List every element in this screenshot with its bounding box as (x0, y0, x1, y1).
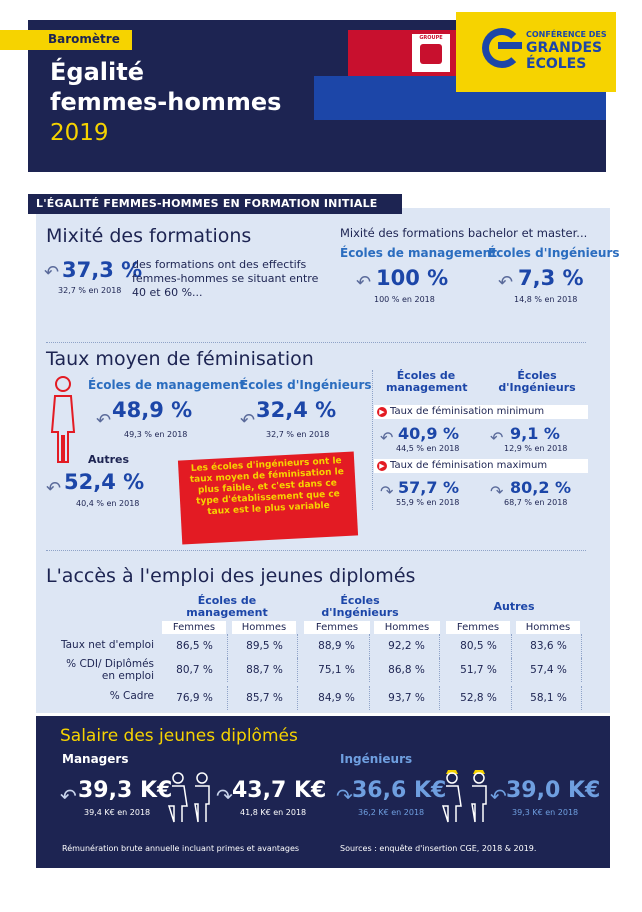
trend-arrow-icon: ↶ (96, 410, 112, 431)
mixite-ing-heading: Écoles d'Ingénieurs (488, 246, 620, 260)
table-cell: 76,9 % (162, 686, 228, 710)
trend-arrow-icon: ↶ (240, 410, 256, 431)
divider (372, 370, 373, 510)
table-cell: 80,5 % (446, 634, 512, 658)
table-cell: 75,1 % (304, 658, 370, 682)
page-title-line1: Égalité (50, 58, 144, 86)
table-row-label: % Cadre (109, 690, 154, 702)
trend-arrow-icon: ↷ (490, 482, 504, 501)
callout-box (178, 451, 358, 544)
table-group-header: Écoles d'Ingénieurs (321, 594, 399, 619)
table-cell: 86,5 % (162, 634, 228, 658)
table-cell: 86,8 % (374, 658, 440, 682)
feminisation-autres-value: 52,4 % (64, 470, 145, 494)
partner-logo-label: GROUPE (419, 35, 443, 41)
min-rate-mgmt-2018: 44,5 % en 2018 (396, 444, 460, 453)
woman-figure-icon (44, 374, 82, 466)
cge-logo-line1: CONFÉRENCE DES (526, 30, 607, 39)
mixite-mgmt-2018: 100 % en 2018 (374, 295, 435, 304)
table-cell: 93,7 % (374, 686, 440, 710)
emploi-title: L'accès à l'emploi des jeunes diplomés (46, 565, 416, 587)
feminisation-mgmt-value: 48,9 % (112, 398, 193, 422)
trend-arrow-icon: ↷ (380, 482, 394, 501)
cge-logo-line3: ÉCOLES (526, 56, 587, 72)
min-rate-ing-2018: 12,9 % en 2018 (504, 444, 568, 453)
table-group-header: Écoles de management (186, 594, 268, 619)
table-cell: 89,5 % (232, 634, 298, 658)
min-rate-label: Taux de féminisation minimum (390, 406, 545, 417)
section-banner-title: L'ÉGALITÉ FEMMES-HOMMES EN FORMATION INITIALE (36, 197, 378, 210)
trend-arrow-icon: ↷ (216, 784, 233, 808)
mixite-mgmt-heading: Écoles de management (340, 246, 497, 260)
partner-logo-mark (420, 44, 442, 64)
engineer-figures-icon (440, 768, 492, 824)
table-subheader: Femmes (446, 621, 510, 634)
table-cell: 88,9 % (304, 634, 370, 658)
range-ing-heading: Écoles d'Ingénieurs (498, 369, 576, 394)
mixite-stat-2018: 32,7 % en 2018 (58, 286, 122, 295)
min-rate-label-bar (374, 405, 588, 419)
salary-engineers-women-value: 36,6 K€ (352, 778, 447, 803)
table-cell: 51,7 % (446, 658, 512, 682)
salary-managers-women-value: 39,3 K€ (78, 778, 173, 803)
salary-title: Salaire des jeunes diplômés (60, 726, 298, 746)
table-cell: 85,7 % (232, 686, 298, 710)
range-mgmt-heading: Écoles de management (386, 369, 468, 394)
salary-managers-women-2018: 39,4 K€ en 2018 (84, 808, 151, 817)
mixite-title: Mixité des formations (46, 225, 252, 247)
trend-arrow-icon: ↶ (356, 272, 372, 293)
feminisation-ing-value: 32,4 % (256, 398, 337, 422)
partner-logo (412, 34, 450, 72)
table-cell: 52,8 % (446, 686, 512, 710)
min-rate-ing-value: 9,1 % (510, 424, 560, 443)
max-rate-mgmt-value: 57,7 % (398, 478, 460, 497)
trend-arrow-icon: ↶ (498, 272, 514, 293)
trend-arrow-icon: ↶ (490, 784, 507, 808)
max-rate-label-bar (374, 459, 588, 473)
table-row-label: Taux net d'emploi (60, 639, 154, 651)
salary-engineers-heading: Ingénieurs (340, 752, 413, 766)
table-subheader: Femmes (162, 621, 226, 634)
max-rate-ing-2018: 68,7 % en 2018 (504, 498, 568, 507)
trend-arrow-icon: ↶ (60, 784, 77, 808)
mixite-ing-2018: 14,8 % en 2018 (514, 295, 578, 304)
trend-arrow-icon: ↷ (336, 784, 353, 808)
max-rate-ing-value: 80,2 % (510, 478, 572, 497)
divider (46, 550, 586, 551)
trend-arrow-icon: ↶ (380, 428, 394, 447)
table-cell: 57,4 % (516, 658, 582, 682)
cge-logo-line2: GRANDES (526, 40, 603, 56)
callout-text: Les écoles d'ingénieurs ont le taux moyen de féminisation le plus faible, et c'est dans ce type d'établissement que ce taux est le plus variable (189, 456, 345, 518)
table-row-label: % CDI/ Diplômés en emploi (66, 658, 154, 682)
feminisation-mgmt-heading: Écoles de management (88, 378, 245, 392)
table-cell: 83,6 % (516, 634, 582, 658)
salary-managers-men-value: 43,7 K€ (232, 778, 327, 803)
mixite-mgmt-value: 100 % (376, 266, 449, 290)
table-subheader: Femmes (304, 621, 370, 634)
feminisation-autres-2018: 40,4 % en 2018 (76, 499, 140, 508)
table-cell: 80,7 % (162, 658, 228, 682)
mixite-subtitle: Mixité des formations bachelor et master... (340, 226, 588, 240)
woman-man-figures-icon (166, 772, 214, 824)
max-rate-mgmt-2018: 55,9 % en 2018 (396, 498, 460, 507)
mixite-ing-value: 7,3 % (518, 266, 584, 290)
salary-engineers-women-2018: 36,2 K€ en 2018 (358, 808, 425, 817)
play-bullet-icon: ▶ (377, 407, 387, 417)
table-subheader: Hommes (232, 621, 296, 634)
sources-note: Sources : enquête d'insertion CGE, 2018 & 2019. (340, 844, 537, 853)
barometre-label: Baromètre (48, 32, 120, 46)
feminisation-ing-2018: 32,7 % en 2018 (266, 430, 330, 439)
table-cell: 58,1 % (516, 686, 582, 710)
max-rate-label: Taux de féminisation maximum (390, 460, 548, 471)
salary-engineers-men-value: 39,0 K€ (506, 778, 601, 803)
feminisation-ing-heading: Écoles d'Ingénieurs (240, 378, 372, 392)
feminisation-mgmt-2018: 49,3 % en 2018 (124, 430, 188, 439)
feminisation-autres-heading: Autres (88, 453, 130, 466)
table-cell: 88,7 % (232, 658, 298, 682)
salary-managers-heading: Managers (62, 752, 129, 766)
table-subheader: Hommes (374, 621, 440, 634)
divider (46, 342, 586, 343)
play-bullet-icon: ▶ (377, 461, 387, 471)
page-year: 2019 (50, 120, 109, 146)
feminisation-title: Taux moyen de féminisation (46, 348, 314, 370)
table-cell: 92,2 % (374, 634, 440, 658)
trend-arrow-icon: ↶ (46, 478, 62, 499)
page-title-line2: femmes-hommes (50, 88, 282, 116)
salary-note: Rémunération brute annuelle incluant primes et avantages (62, 844, 300, 853)
mixite-description: des formations ont des effectifs femmes-hommes se situant entre 40 et 60 %... (132, 258, 319, 299)
cge-logo-icon-bar (498, 42, 522, 49)
table-group-header: Autres (493, 600, 535, 613)
trend-arrow-icon: ↶ (490, 428, 504, 447)
min-rate-mgmt-value: 40,9 % (398, 424, 460, 443)
mixite-stat: 37,3 % (62, 258, 143, 282)
table-subheader: Hommes (516, 621, 580, 634)
trend-arrow-icon: ↶ (44, 262, 60, 283)
salary-managers-men-2018: 41,8 K€ en 2018 (240, 808, 307, 817)
table-cell: 84,9 % (304, 686, 370, 710)
salary-engineers-men-2018: 39,3 K€ en 2018 (512, 808, 579, 817)
